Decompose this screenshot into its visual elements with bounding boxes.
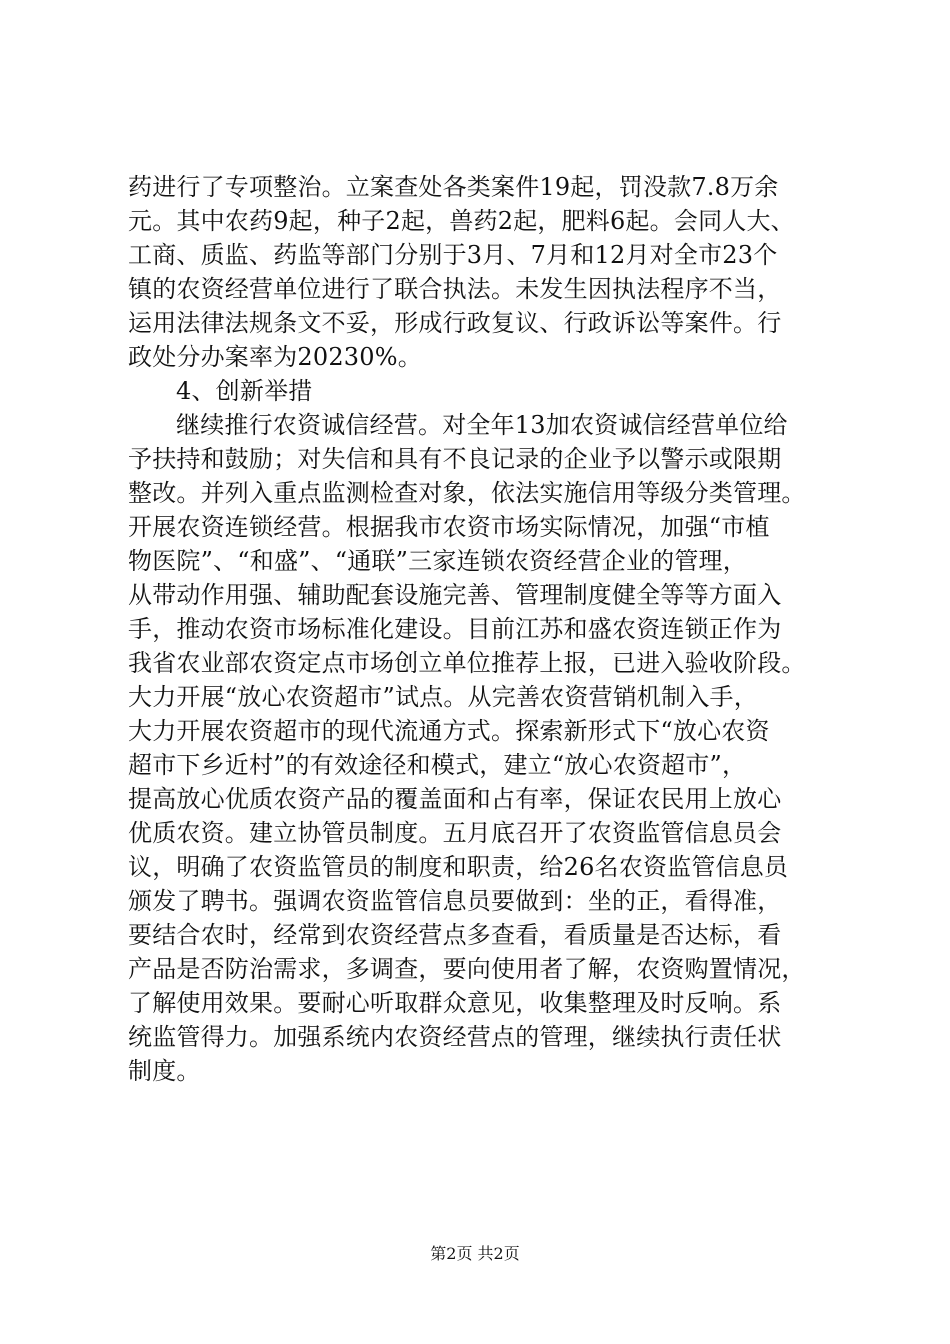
text-line: 我省农业部农资定点市场创立单位推荐上报，已进入验收阶段。 xyxy=(128,649,806,677)
document-body xyxy=(128,170,840,1088)
text-line: 政处分办案率为20230%。 xyxy=(128,343,422,371)
text-line: 制度。 xyxy=(128,1057,201,1085)
text-line: 颁发了聘书。强调农资监管信息员要做到：坐的正，看得准， xyxy=(128,887,782,915)
text-line: 提高放心优质农资产品的覆盖面和占有率，保证农民用上放心 xyxy=(128,785,782,813)
text-line: 药进行了专项整治。立案查处各类案件19起，罚没款7.8万余 xyxy=(128,173,779,201)
text-line: 从带动作用强、辅助配套设施完善、管理制度健全等等方面入 xyxy=(128,581,782,609)
text-line: 整改。并列入重点监测检查对象，依法实施信用等级分类管理。 xyxy=(128,479,806,507)
text-line: 镇的农资经营单位进行了联合执法。未发生因执法程序不当， xyxy=(128,275,782,303)
text-line: 元。其中农药9起，种子2起，兽药2起，肥料6起。会同人大、 xyxy=(128,207,795,235)
text-line: 要结合农时，经常到农资经营点多查看，看质量是否达标，看 xyxy=(128,921,782,949)
page-number-label: 第2页 共2页 xyxy=(430,1244,520,1263)
text-line: 统监管得力。加强系统内农资经营点的管理，继续执行责任状 xyxy=(128,1023,782,1051)
text-line: 大力开展“放心农资超市”试点。从完善农资营销机制入手， xyxy=(128,683,758,711)
text-line: 议，明确了农资监管员的制度和职责，给26名农资监管信息员 xyxy=(128,853,789,881)
page-footer xyxy=(0,1244,950,1264)
text-line: 了解使用效果。要耐心听取群众意见，收集整理及时反响。系 xyxy=(128,989,782,1017)
text-line: 超市下乡近村”的有效途径和模式，建立“放心农资超市”， xyxy=(128,751,747,779)
text-line: 工商、质监、药监等部门分别于3月、7月和12月对全市23个 xyxy=(128,241,778,269)
text-line: 运用法律法规条文不妥，形成行政复议、行政诉讼等案件。行 xyxy=(128,309,782,337)
text-line: 优质农资。建立协管员制度。五月底召开了农资监管信息员会 xyxy=(128,819,782,847)
text-line: 继续推行农资诚信经营。对全年13加农资诚信经营单位给 xyxy=(176,411,788,439)
text-line: 开展农资连锁经营。根据我市农资市场实际情况，加强“市植 xyxy=(128,513,770,541)
text-line: 手，推动农资市场标准化建设。目前江苏和盛农资连锁正作为 xyxy=(128,615,782,643)
text-line: 物医院”、“和盛”、“通联”三家连锁农资经营企业的管理， xyxy=(128,547,747,575)
section-heading: 4、创新举措 xyxy=(176,377,313,405)
text-line: 产品是否防治需求，多调查，要向使用者了解，农资购置情况， xyxy=(128,955,806,983)
text-line: 予扶持和鼓励；对失信和具有不良记录的企业予以警示或限期 xyxy=(128,445,782,473)
text-line: 大力开展农资超市的现代流通方式。探索新形式下“放心农资 xyxy=(128,717,770,745)
